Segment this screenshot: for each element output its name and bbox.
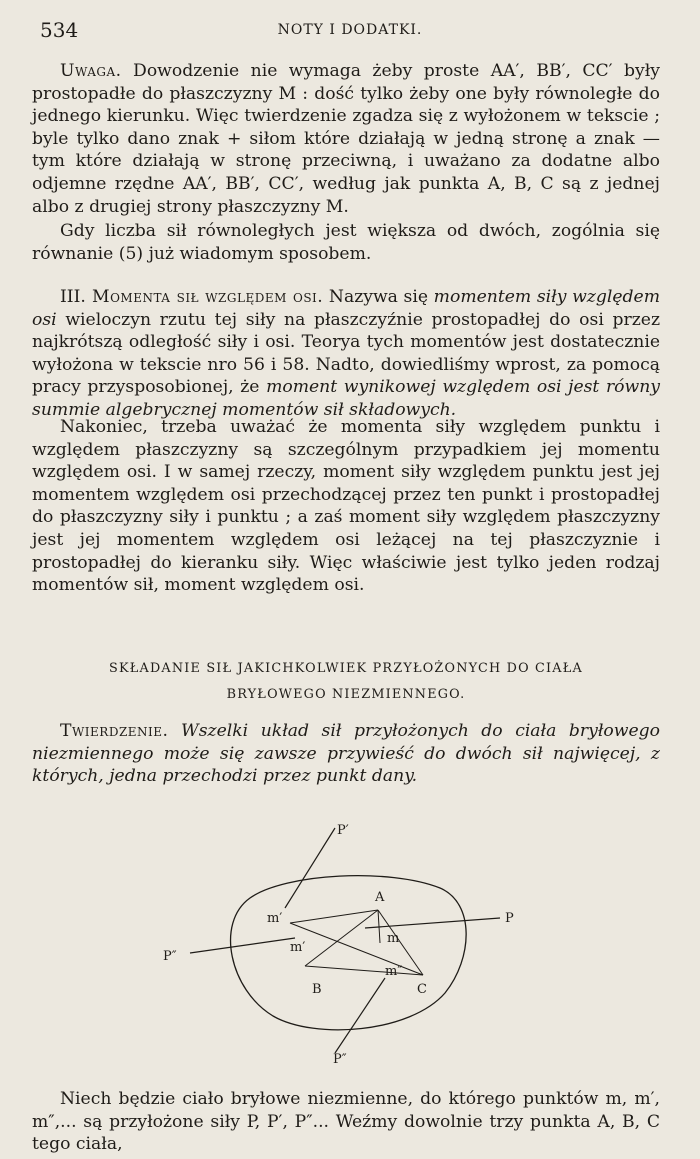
heading-line-2: BRYŁOWEGO NIEZMIENNEGO. (226, 687, 466, 702)
line-b-c (305, 966, 423, 975)
label-m-double: m″ (385, 964, 403, 979)
running-head (40, 18, 660, 44)
label-p-prime: P′ (337, 823, 349, 838)
theorem-label: Twierdzenie. (60, 721, 169, 741)
label-c: C (417, 982, 427, 997)
force-line-p-prime (285, 828, 335, 908)
theorem-paragraph (32, 720, 660, 788)
force-line-p (365, 918, 500, 928)
section-text-1: Nazywa się (323, 287, 434, 307)
label-m: m (387, 931, 400, 946)
heading-line-1: SKŁADANIE SIŁ JAKICHKOLWIEK PRZYŁOŻONYCH DO CIAŁA (109, 661, 583, 676)
uwaga-label: Uwaga. (60, 61, 122, 81)
running-title: NOTY I DODATKI. (277, 22, 423, 38)
theorem-text: Wszelki układ sił przyłożonych do ciała bryłowego niezmiennego może się zawsze przywieść do dwóch sił najwięcej, z których, jedna przechodzi przez punkt dany. (32, 721, 660, 787)
niech-paragraph: Niech będzie ciało bryłowe niezmienne, do którego punktów m, m′, m″,... są przyłożone siły P, P′, P″... Weźmy dowolnie trzy punkta A, B, C tego ciała, (32, 1089, 660, 1155)
nakoniec-paragraph: Nakoniec, trzeba uważać że momenta siły względem punktu i względem płaszczyzny są szczególnym przypadkiem jej momentu względem osi. I w samej rzeczy, moment siły względem punktu jest jej momentem względem osi przechodzącej przez ten punkt i prostopadłej do płaszczyzny siły i punktu ; a zaś moment siły względem płaszczyzny jest jej momentem względem osi leżącej na tej płaszczyznie i prostopadłej do kieranku siły. Więc właściwie jest tylko jeden rodzaj momentów sił, moment względem osi. (32, 417, 660, 596)
section-definition: momentem siły względem osi (32, 287, 661, 330)
section-text-2: wieloczyn rzutu tej siły na płaszczyźnie prostopadłej do osi przez najkrótszą odległość siły i osi. Teorya tych momentów jest dostatecznie wyłożona w tekscie nro 56 i 58. Nadto, dowiedliśmy wprost, za pomocą pracy przysposobionej, że (32, 309, 660, 398)
force-diagram (155, 818, 555, 1068)
section-title: Momenta sił względem osi. (85, 287, 324, 307)
section-statement: moment wynikowej względem osi jest równy summie algebrycznej momentów sił składowych. (32, 377, 661, 420)
label-p-double-bottom: P″ (333, 1052, 347, 1067)
body-outline (231, 876, 467, 1030)
line-a-b (305, 910, 378, 966)
uwaga-paragraph (32, 60, 660, 218)
line-m-a (290, 910, 378, 923)
page-number: 534 (40, 18, 79, 42)
gdy-paragraph: Gdy liczba sił równoległych jest większa od dwóch, zogólnia się równanie (5) już wiadomym sposobem. (32, 221, 660, 264)
force-line-p-double-bottom (335, 978, 385, 1053)
label-b: B (312, 982, 322, 997)
section-number: III. (60, 287, 86, 307)
uwaga-text: Dowodzenie nie wymaga żeby proste AA′, BB′, CC′ były prostopadłe do płaszczyzny M : dość tylko żeby one były równoległe do jednego kierunku. Więc twierdzenie zgadza się z wyłożonem w tekscie ; byle tylko dano znak + siłom które działają w jedną stronę a znak — tym które działają w stronę przeciwną, i uważano za dodatne albo odjemne rzędne AA′, BB′, CC′, według jak punkta A, B, C są z jednej albo z drugiej strony płaszczyzny M. (32, 61, 660, 217)
label-m-prime-left: m′ (267, 911, 283, 926)
line-m-c (290, 923, 423, 975)
label-m-prime-bottom: m′ (290, 940, 306, 955)
force-line-p-double-left (190, 938, 295, 953)
label-p-double-left: P″ (163, 949, 177, 964)
section-heading (32, 656, 660, 708)
label-a: A (375, 890, 385, 905)
section-iii-paragraph (32, 286, 660, 422)
label-p: P (505, 911, 514, 926)
